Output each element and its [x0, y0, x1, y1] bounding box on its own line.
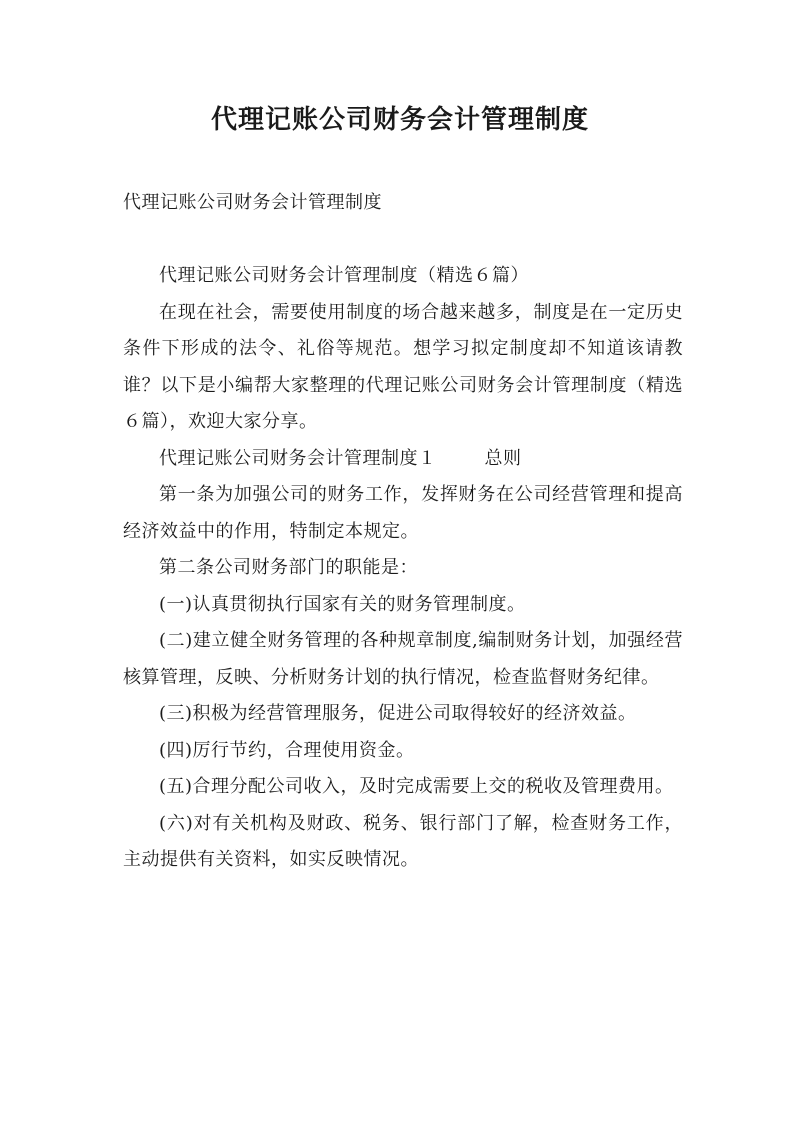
list-item-3: (三)积极为经营管理服务，促进公司取得较好的经济效益。 [159, 703, 637, 724]
article-one: 第一条为加强公司的财务工作，发挥财务在公司经营管理和提高经济效益中的作用，特制定本规定。 [123, 484, 683, 542]
list-item-2: (二)建立健全财务管理的各种规章制度,编制财务计划，加强经营核算管理，反映、分析财务计划的执行情况，检查监督财务纪律。 [123, 630, 683, 688]
section-heading-label: 总则 [484, 447, 522, 469]
paragraph-intro: 在现在社会，需要使用制度的场合越来越多，制度是在一定历史条件下形成的法令、礼俗等规范。想学习拟定制度却不知道该请教谁？以下是小编帮大家整理的代理记账公司财务会计管理制度（精选６篇），欢迎大家分享。 [123, 301, 683, 432]
section-heading [123, 441, 683, 478]
document-subtitle: 代理记账公司财务会计管理制度 [123, 192, 382, 213]
list-item-1: (一)认真贯彻执行国家有关的财务管理制度。 [159, 593, 526, 615]
document-body [123, 258, 683, 879]
article-two: 第二条公司财务部门的职能是： [159, 557, 418, 578]
page-title: 代理记账公司财务会计管理制度 [210, 105, 589, 135]
list-item-6: (六)对有关机构及财政、税务、银行部门了解，检查财务工作，主动提供有关资料，如实反映情况。 [123, 812, 683, 870]
paragraph-intro-heading: 代理记账公司财务会计管理制度（精选６篇） [159, 265, 529, 286]
section-heading-title: 代理记账公司财务会计管理制度１ [159, 447, 437, 469]
list-item-4: (四)厉行节约，合理使用资金。 [159, 739, 415, 761]
list-item-5: (五)合理分配公司收入，及时完成需要上交的税收及管理费用。 [159, 776, 674, 797]
